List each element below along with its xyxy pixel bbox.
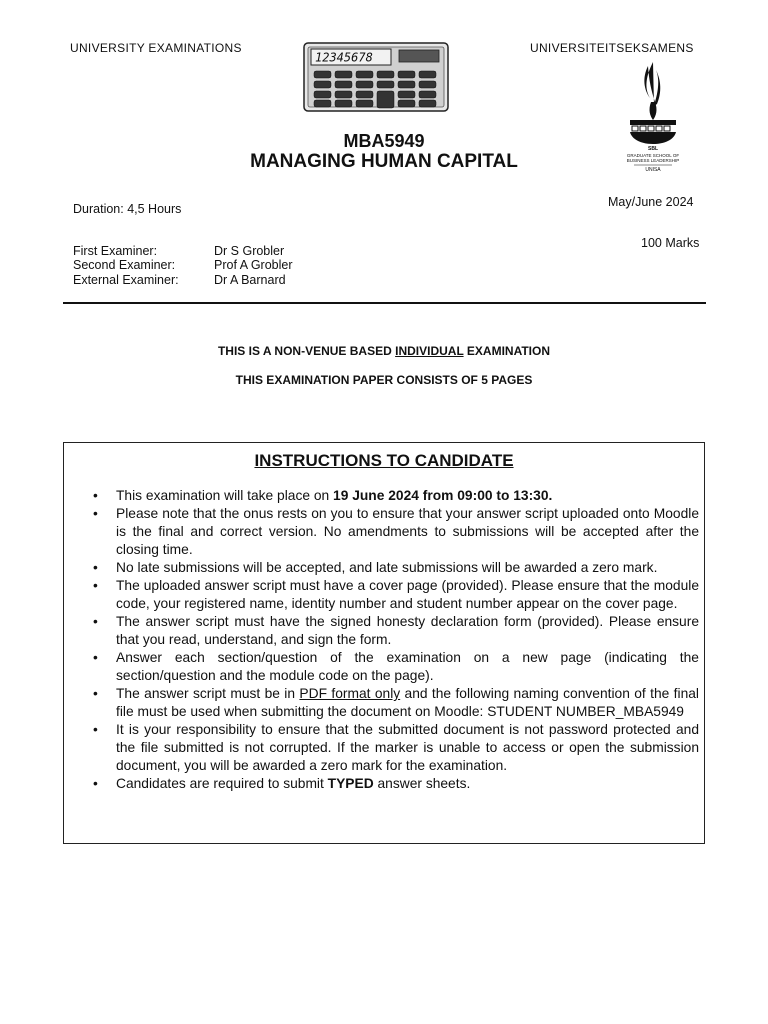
examiner-row [73,244,284,258]
page-count-notice: THIS EXAMINATION PAPER CONSISTS OF 5 PAGES [235,373,533,387]
examiner-name: Dr A Barnard [214,273,286,287]
list-item: • No late submissions will be accepted, and late submissions will be awarded a zero mark. [116,559,699,577]
list-item: • The answer script must be in PDF format only and the following naming convention of the final file must be used when submitting the document on Moodle: STUDENT NUMBER_MBA5949 [116,685,699,721]
logo-line1: GRADUATE SCHOOL OF [626,153,680,158]
logo-sbl: SBL [648,146,658,152]
instructions-title: INSTRUCTIONS TO CANDIDATE [254,451,514,470]
divider [63,302,706,304]
list-item: • The answer script must have the signed honesty declaration form (provided). Please ensure that you read, understand, and sign the form. [116,613,699,649]
examiner-role: Second Examiner: [73,258,176,272]
header-left: UNIVERSITY EXAMINATIONS [70,41,242,55]
examiner-row [73,258,293,272]
calculator-display: 12345678 [315,50,373,65]
calculator-icon [303,42,449,112]
logo-line2: BUSINESS LEADERSHIP [626,158,680,163]
list-item: • It is your responsibility to ensure that the submitted document is not password protected and the file submitted is not corrupted. If the marker is unable to access or open the submission document, you will be awarded a zero mark for the examination. [116,721,699,775]
exam-session: May/June 2024 [608,195,694,209]
logo-unisa: UNISA [645,167,661,173]
instructions-list [116,487,699,793]
instructions-box [63,442,705,844]
examiner-name: Dr S Grobler [214,244,285,258]
header-right: UNIVERSITEITSEKSAMENS [530,41,694,55]
list-item: • Please note that the onus rests on you to ensure that your answer script uploaded onto Moodle is the final and correct version. No amendments to submissions will be accepted after the closing time. [116,505,699,559]
list-item: • The uploaded answer script must have a cover page (provided). Please ensure that the module code, your registered name, identity number and student number appear on the cover page. [116,577,699,613]
duration: Duration: 4,5 Hours [73,202,182,216]
list-item: • Candidates are required to submit TYPED answer sheets. [116,775,699,793]
examiner-name: Prof A Grobler [214,258,293,272]
examiner-role: First Examiner: [73,244,158,258]
module-title: MANAGING HUMAN CAPITAL [250,151,518,172]
list-item: • Answer each section/question of the examination on a new page (indicating the section/question and the module code on the page). [116,649,699,685]
exam-type-notice: THIS IS A NON-VENUE BASED INDIVIDUAL EXAMINATION [217,344,551,358]
list-item: • This examination will take place on 19 June 2024 from 09:00 to 13:30. [116,487,699,505]
total-marks: 100 Marks [641,236,700,250]
module-code: MBA5949 [343,131,425,151]
examiner-role: External Examiner: [73,273,179,287]
examiner-row [73,273,286,287]
